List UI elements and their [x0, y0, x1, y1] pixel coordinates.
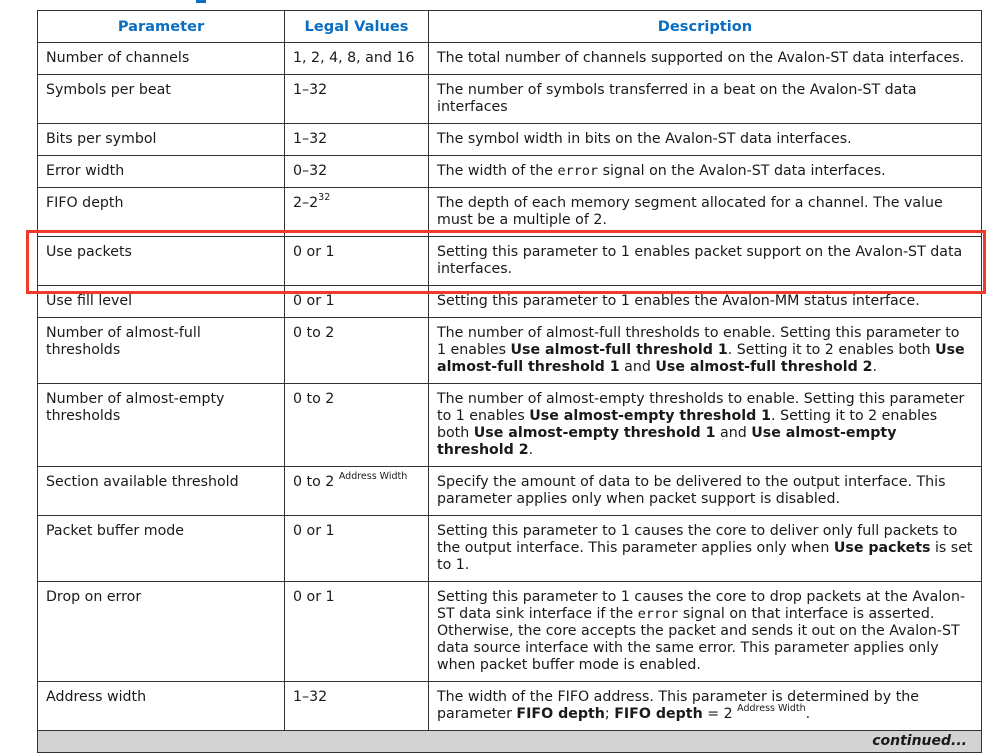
description-text: .	[872, 359, 878, 375]
parameter-name: FIFO depth	[38, 188, 285, 237]
description-code-text: error	[637, 606, 679, 622]
description-bold-text: Use packets	[833, 540, 931, 556]
legal-values-text: 1–32	[293, 131, 328, 147]
legal-values-superscript: 32	[318, 192, 331, 203]
description	[429, 75, 982, 124]
table-row	[38, 75, 982, 124]
header-legal-values: Legal Values	[285, 11, 429, 43]
description-bold-text: FIFO depth	[614, 706, 703, 722]
header-description: Description	[429, 11, 982, 43]
description-text: signal on the Avalon-ST data interfaces.	[598, 163, 886, 179]
description	[429, 156, 982, 188]
section-heading-fragment	[196, 0, 206, 3]
table-row	[38, 286, 982, 318]
legal-values-text: 0 to 2	[293, 391, 335, 407]
header-parameter: Parameter	[38, 11, 285, 43]
legal-values-text: 1–32	[293, 82, 328, 98]
description-bold-text: Use almost-empty threshold 1	[473, 425, 716, 441]
description	[429, 318, 982, 384]
legal-values-text: 0 or 1	[293, 244, 335, 260]
description-text: The number of almost-full thresholds to enable. Setting this parameter to 1 enables	[437, 325, 960, 358]
parameter-name: Drop on error	[38, 582, 285, 682]
description-text: The depth of each memory segment allocated for a channel. The value must be a multiple of 2.	[437, 195, 943, 228]
description-text: ;	[604, 706, 615, 722]
legal-values	[285, 43, 429, 75]
description-text: is set to 1.	[437, 540, 973, 573]
legal-values-text: 1–32	[293, 689, 328, 705]
description-text: .	[528, 442, 534, 458]
description	[429, 384, 982, 467]
table-row	[38, 516, 982, 582]
description-text: The width of the	[437, 163, 558, 179]
description-text: signal on that interface is asserted. Otherwise, the core accepts the packet and sends it out on the Avalon-ST data source interface with the same error. This parameter applies only when packet buffer mode is enabled.	[437, 606, 960, 673]
description	[429, 124, 982, 156]
description-text: The width of the FIFO address. This parameter is determined by the parameter	[437, 689, 919, 722]
parameter-name: Use packets	[38, 237, 285, 286]
table-header-row	[38, 11, 982, 43]
description-text: . Setting it to 2 enables both	[437, 408, 938, 441]
description-text: = 2	[702, 706, 738, 722]
table-row	[38, 43, 982, 75]
legal-values	[285, 75, 429, 124]
parameter-name: Number of almost-empty thresholds	[38, 384, 285, 467]
parameter-name: Bits per symbol	[38, 124, 285, 156]
table-row	[38, 124, 982, 156]
legal-values-text: 0 to 2	[293, 474, 339, 490]
description-text: The total number of channels supported on the Avalon-ST data interfaces.	[437, 50, 965, 66]
description-bold-text: FIFO depth	[516, 706, 605, 722]
table-row	[38, 188, 982, 237]
legal-values-text: 0–32	[293, 163, 328, 179]
table-row	[38, 582, 982, 682]
description-text: Specify the amount of data to be delivered to the output interface. This parameter applies only when packet support is disabled.	[437, 474, 946, 507]
description	[429, 582, 982, 682]
table-row	[38, 682, 982, 731]
description-text: The symbol width in bits on the Avalon-ST data interfaces.	[437, 131, 852, 147]
description	[429, 237, 982, 286]
legal-values-text: 0 to 2	[293, 325, 335, 341]
legal-values	[285, 286, 429, 318]
legal-values-text: 0 or 1	[293, 589, 335, 605]
description-bold-text: Use almost-empty threshold 2	[437, 425, 897, 458]
description-bold-text: Use almost-empty threshold 1	[529, 408, 772, 424]
legal-values	[285, 582, 429, 682]
description-code-text: error	[557, 163, 599, 179]
legal-values	[285, 516, 429, 582]
description-text: Setting this parameter to 1 enables packet support on the Avalon-ST data interfaces.	[437, 244, 963, 277]
description	[429, 286, 982, 318]
legal-values	[285, 682, 429, 731]
parameter-name: Use fill level	[38, 286, 285, 318]
continued-label: continued...	[38, 731, 982, 753]
description-superscript: Address Width	[737, 703, 806, 714]
description-text: Setting this parameter to 1 causes the core to deliver only full packets to the output interface. This parameter applies only when	[437, 523, 958, 556]
table-row	[38, 318, 982, 384]
description-bold-text: Use almost-full threshold 1	[510, 342, 728, 358]
parameter-name: Section available threshold	[38, 467, 285, 516]
description-text: and	[715, 425, 752, 441]
table-row	[38, 384, 982, 467]
legal-values-text: 2–2	[293, 195, 319, 211]
parameter-name: Address width	[38, 682, 285, 731]
parameter-table	[37, 10, 982, 753]
legal-values-text: 0 or 1	[293, 523, 335, 539]
legal-values	[285, 467, 429, 516]
description-text: and	[619, 359, 656, 375]
description-text: . Setting it to 2 enables both	[727, 342, 936, 358]
legal-values	[285, 188, 429, 237]
description	[429, 43, 982, 75]
legal-values-text: 0 or 1	[293, 293, 335, 309]
description-bold-text: Use almost-full threshold 2	[655, 359, 873, 375]
legal-values	[285, 237, 429, 286]
table-row	[38, 237, 982, 286]
description-text: Setting this parameter to 1 causes the core to drop packets at the Avalon-ST data sink interface if the	[437, 589, 966, 622]
description	[429, 516, 982, 582]
parameter-name: Packet buffer mode	[38, 516, 285, 582]
legal-values-superscript: Address Width	[338, 471, 408, 482]
parameter-name: Symbols per beat	[38, 75, 285, 124]
parameter-name: Error width	[38, 156, 285, 188]
description	[429, 467, 982, 516]
description	[429, 188, 982, 237]
description-text: Setting this parameter to 1 enables the Avalon-MM status interface.	[437, 293, 920, 309]
legal-values-text: 1, 2, 4, 8, and 16	[293, 50, 415, 66]
legal-values	[285, 124, 429, 156]
parameter-name: Number of channels	[38, 43, 285, 75]
description-bold-text: Use almost-full threshold 1	[437, 342, 965, 375]
description-text: The number of symbols transferred in a beat on the Avalon-ST data interfaces	[437, 82, 917, 115]
table-row	[38, 156, 982, 188]
table-row	[38, 467, 982, 516]
legal-values	[285, 384, 429, 467]
parameter-name: Number of almost-full thresholds	[38, 318, 285, 384]
description-text: The number of almost-empty thresholds to enable. Setting this parameter to 1 enables	[437, 391, 965, 424]
legal-values	[285, 156, 429, 188]
continued-row	[38, 731, 982, 753]
description-text: .	[805, 706, 811, 722]
description	[429, 682, 982, 731]
legal-values	[285, 318, 429, 384]
